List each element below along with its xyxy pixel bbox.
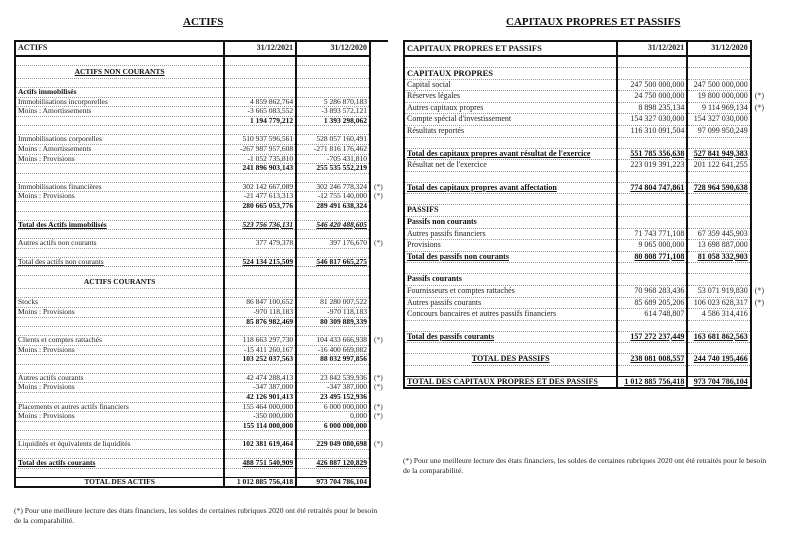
table-row: Résultats reportés 116 310 091,504 97 099 950,249 bbox=[404, 125, 768, 137]
total-row: Total des capitaux propres avant résultat de l'exercice 551 785 356,638 527 841 949,383 bbox=[404, 148, 768, 160]
passifs-header-2021: 31/12/2021 bbox=[617, 41, 687, 56]
table-row: Autres passifs courants 85 689 205,206 106 023 628,317 (*) bbox=[404, 297, 768, 309]
restated-note: (*) bbox=[374, 382, 383, 392]
subtotal-row: 103 252 037,563 88 032 997,856 bbox=[15, 355, 388, 365]
table-row: Moins : Provisions -15 411 260,167 -16 400 669,082 bbox=[15, 345, 388, 355]
table-row: Moins : Provisions -21 477 613,313 -12 755 140,000 (*) bbox=[15, 192, 388, 202]
actifs-header-2020: 31/12/2020 bbox=[296, 41, 370, 56]
subtotal-row: 42 126 901,413 23 495 152,936 bbox=[15, 393, 388, 403]
table-row: Compte spécial d'investissement 154 327 030,000 154 327 030,000 bbox=[404, 114, 768, 126]
total-row: Total des actifs courants 488 751 540,909 426 887 120,829 bbox=[15, 459, 388, 469]
subtotal-row: 1 194 779,212 1 393 298,062 bbox=[15, 116, 388, 126]
restated-note: (*) bbox=[374, 372, 383, 382]
table-row: Clients et comptes rattachés 118 663 297,730 104 433 666,938 (*) bbox=[15, 336, 388, 346]
restated-note: (*) bbox=[374, 181, 383, 191]
table-row: Concours bancaires et autres passifs financiers 614 748,807 4 586 314,416 bbox=[404, 309, 768, 321]
table-row: Résultat net de l'exercice 223 019 391,223 201 122 641,255 bbox=[404, 160, 768, 172]
table-row: Moins : Provisions -1 052 735,810 -705 431,810 bbox=[15, 154, 388, 164]
table-row: Autres passifs financiers 71 743 771,108 67 359 445,903 bbox=[404, 228, 768, 240]
actifs-header-label: ACTIFS bbox=[15, 41, 224, 56]
table-row: Réserves légales 24 750 000,000 19 800 000,000 (*) bbox=[404, 91, 768, 103]
total-row: Total des Actifs immobilisés 523 756 736,131 546 420 488,605 bbox=[15, 220, 388, 230]
restated-note: (*) bbox=[374, 238, 383, 248]
table-row: Stocks 86 847 100,652 81 280 007,522 bbox=[15, 298, 388, 308]
total-row: Total des capitaux propres avant affectation 774 804 747,861 728 964 590,638 bbox=[404, 182, 768, 194]
table-row: Moins : Amortissements -3 665 083,552 -3 893 572,121 bbox=[15, 107, 388, 117]
restated-note: (*) bbox=[754, 285, 765, 295]
restated-note: (*) bbox=[374, 401, 383, 411]
subtotal-row: 155 114 000,000 6 000 000,000 bbox=[15, 421, 388, 431]
total-row: Total des actifs non courants 524 134 215,509 546 817 665,275 bbox=[15, 257, 388, 267]
actifs-header-2021: 31/12/2021 bbox=[224, 41, 296, 56]
passifs-header-label: CAPITAUX PROPRES ET PASSIFS bbox=[404, 41, 617, 56]
table-row: Moins : Provisions -970 118,183 -970 118,183 bbox=[15, 307, 388, 317]
grand-total-row: TOTAL DES CAPITAUX PROPRES ET DES PASSIFS 1 012 885 756,418 973 704 786,104 bbox=[404, 376, 768, 388]
table-row: Liquidités et équivalents de liquidités 102 381 619,464 229 049 080,698 (*) bbox=[15, 440, 388, 450]
table-row: Autres capitaux propres 8 898 235,134 9 114 969,134 (*) bbox=[404, 102, 768, 114]
subtotal-row: 85 876 982,469 80 309 889,339 bbox=[15, 317, 388, 327]
table-row: Moins : Amortissements -267 987 957,608 -271 816 176,462 bbox=[15, 144, 388, 154]
section-passifs-courants: Passifs courants bbox=[404, 274, 617, 286]
restated-note: (*) bbox=[754, 297, 765, 307]
table-row: Placements et autres actifs financiers 155 464 000,000 6 000 000,000 (*) bbox=[15, 402, 388, 412]
section-capitaux-propres: CAPITAUX PROPRES bbox=[404, 68, 617, 80]
restated-note: (*) bbox=[374, 335, 383, 345]
subtotal-row: 280 665 053,776 289 491 638,324 bbox=[15, 201, 388, 211]
table-row: Immobilisations incorporelles 4 859 862,764 5 286 870,183 bbox=[15, 97, 388, 107]
section-passifs: PASSIFS bbox=[404, 205, 617, 217]
restated-note: (*) bbox=[374, 439, 383, 449]
table-row: Fournisseurs et comptes rattachés 70 968 283,436 53 071 919,830 (*) bbox=[404, 285, 768, 297]
restated-note: (*) bbox=[374, 411, 383, 421]
section-passifs-non-courants: Passifs non courants bbox=[404, 216, 617, 228]
table-row: Provisions 9 065 000,000 13 698 887,000 bbox=[404, 240, 768, 252]
restated-note: (*) bbox=[754, 91, 765, 101]
section-actifs-courants: ACTIFS COURANTS bbox=[15, 276, 224, 289]
subtotal-row: 241 896 903,143 255 535 552,219 bbox=[15, 164, 388, 174]
actifs-title: ACTIFS bbox=[183, 16, 224, 28]
total-row: Total des passifs non courants 80 808 771,108 81 058 332,903 bbox=[404, 251, 768, 263]
restated-note: (*) bbox=[754, 102, 765, 112]
row-label: Actifs immobilisés bbox=[15, 88, 224, 98]
table-row: Moins : Provisions -347 387,000 -347 387,000 (*) bbox=[15, 383, 388, 393]
grand-total-row: TOTAL DES ACTIFS 1 012 885 756,418 973 704 786,104 bbox=[15, 477, 388, 487]
passifs-title: CAPITAUX PROPRES ET PASSIFS bbox=[506, 16, 681, 28]
total-row: TOTAL DES PASSIFS 238 081 008,557 244 740 195,466 bbox=[404, 354, 768, 366]
table-row: Autres actifs non courants 377 479,378 397 176,670 (*) bbox=[15, 239, 388, 249]
section-actifs-non-courants: ACTIFS NON COURANTS bbox=[15, 66, 224, 79]
passifs-header-2020: 31/12/2020 bbox=[687, 41, 750, 56]
table-row: Immobilisations financières 302 142 667,089 302 246 778,324 (*) bbox=[15, 182, 388, 192]
table-row: Autres actifs courants 42 474 288,413 23 842 539,936 (*) bbox=[15, 373, 388, 383]
total-row: Total des passifs courants 157 272 237,449 163 681 862,563 bbox=[404, 331, 768, 343]
passifs-table bbox=[403, 40, 769, 389]
passifs-footnote: (*) Pour une meilleure lecture des états financiers, les soldes de certaines rubriques 2020 ont été retraités pour le besoin de la comparabilité. bbox=[403, 456, 767, 475]
actifs-footnote: (*) Pour une meilleure lecture des états financiers, les soldes de certaines rubriques 2020 ont été retraités pour le besoin de la comparabilité. bbox=[14, 506, 378, 525]
table-row: Moins : Provisions -350 000,000 0,000 (*) bbox=[15, 412, 388, 422]
table-row: Immobilisations corporelles 510 937 596,561 528 057 160,491 bbox=[15, 135, 388, 145]
actifs-table bbox=[14, 40, 388, 488]
table-row: Capital social 247 500 000,000 247 500 000,000 bbox=[404, 79, 768, 91]
restated-note: (*) bbox=[374, 191, 383, 201]
